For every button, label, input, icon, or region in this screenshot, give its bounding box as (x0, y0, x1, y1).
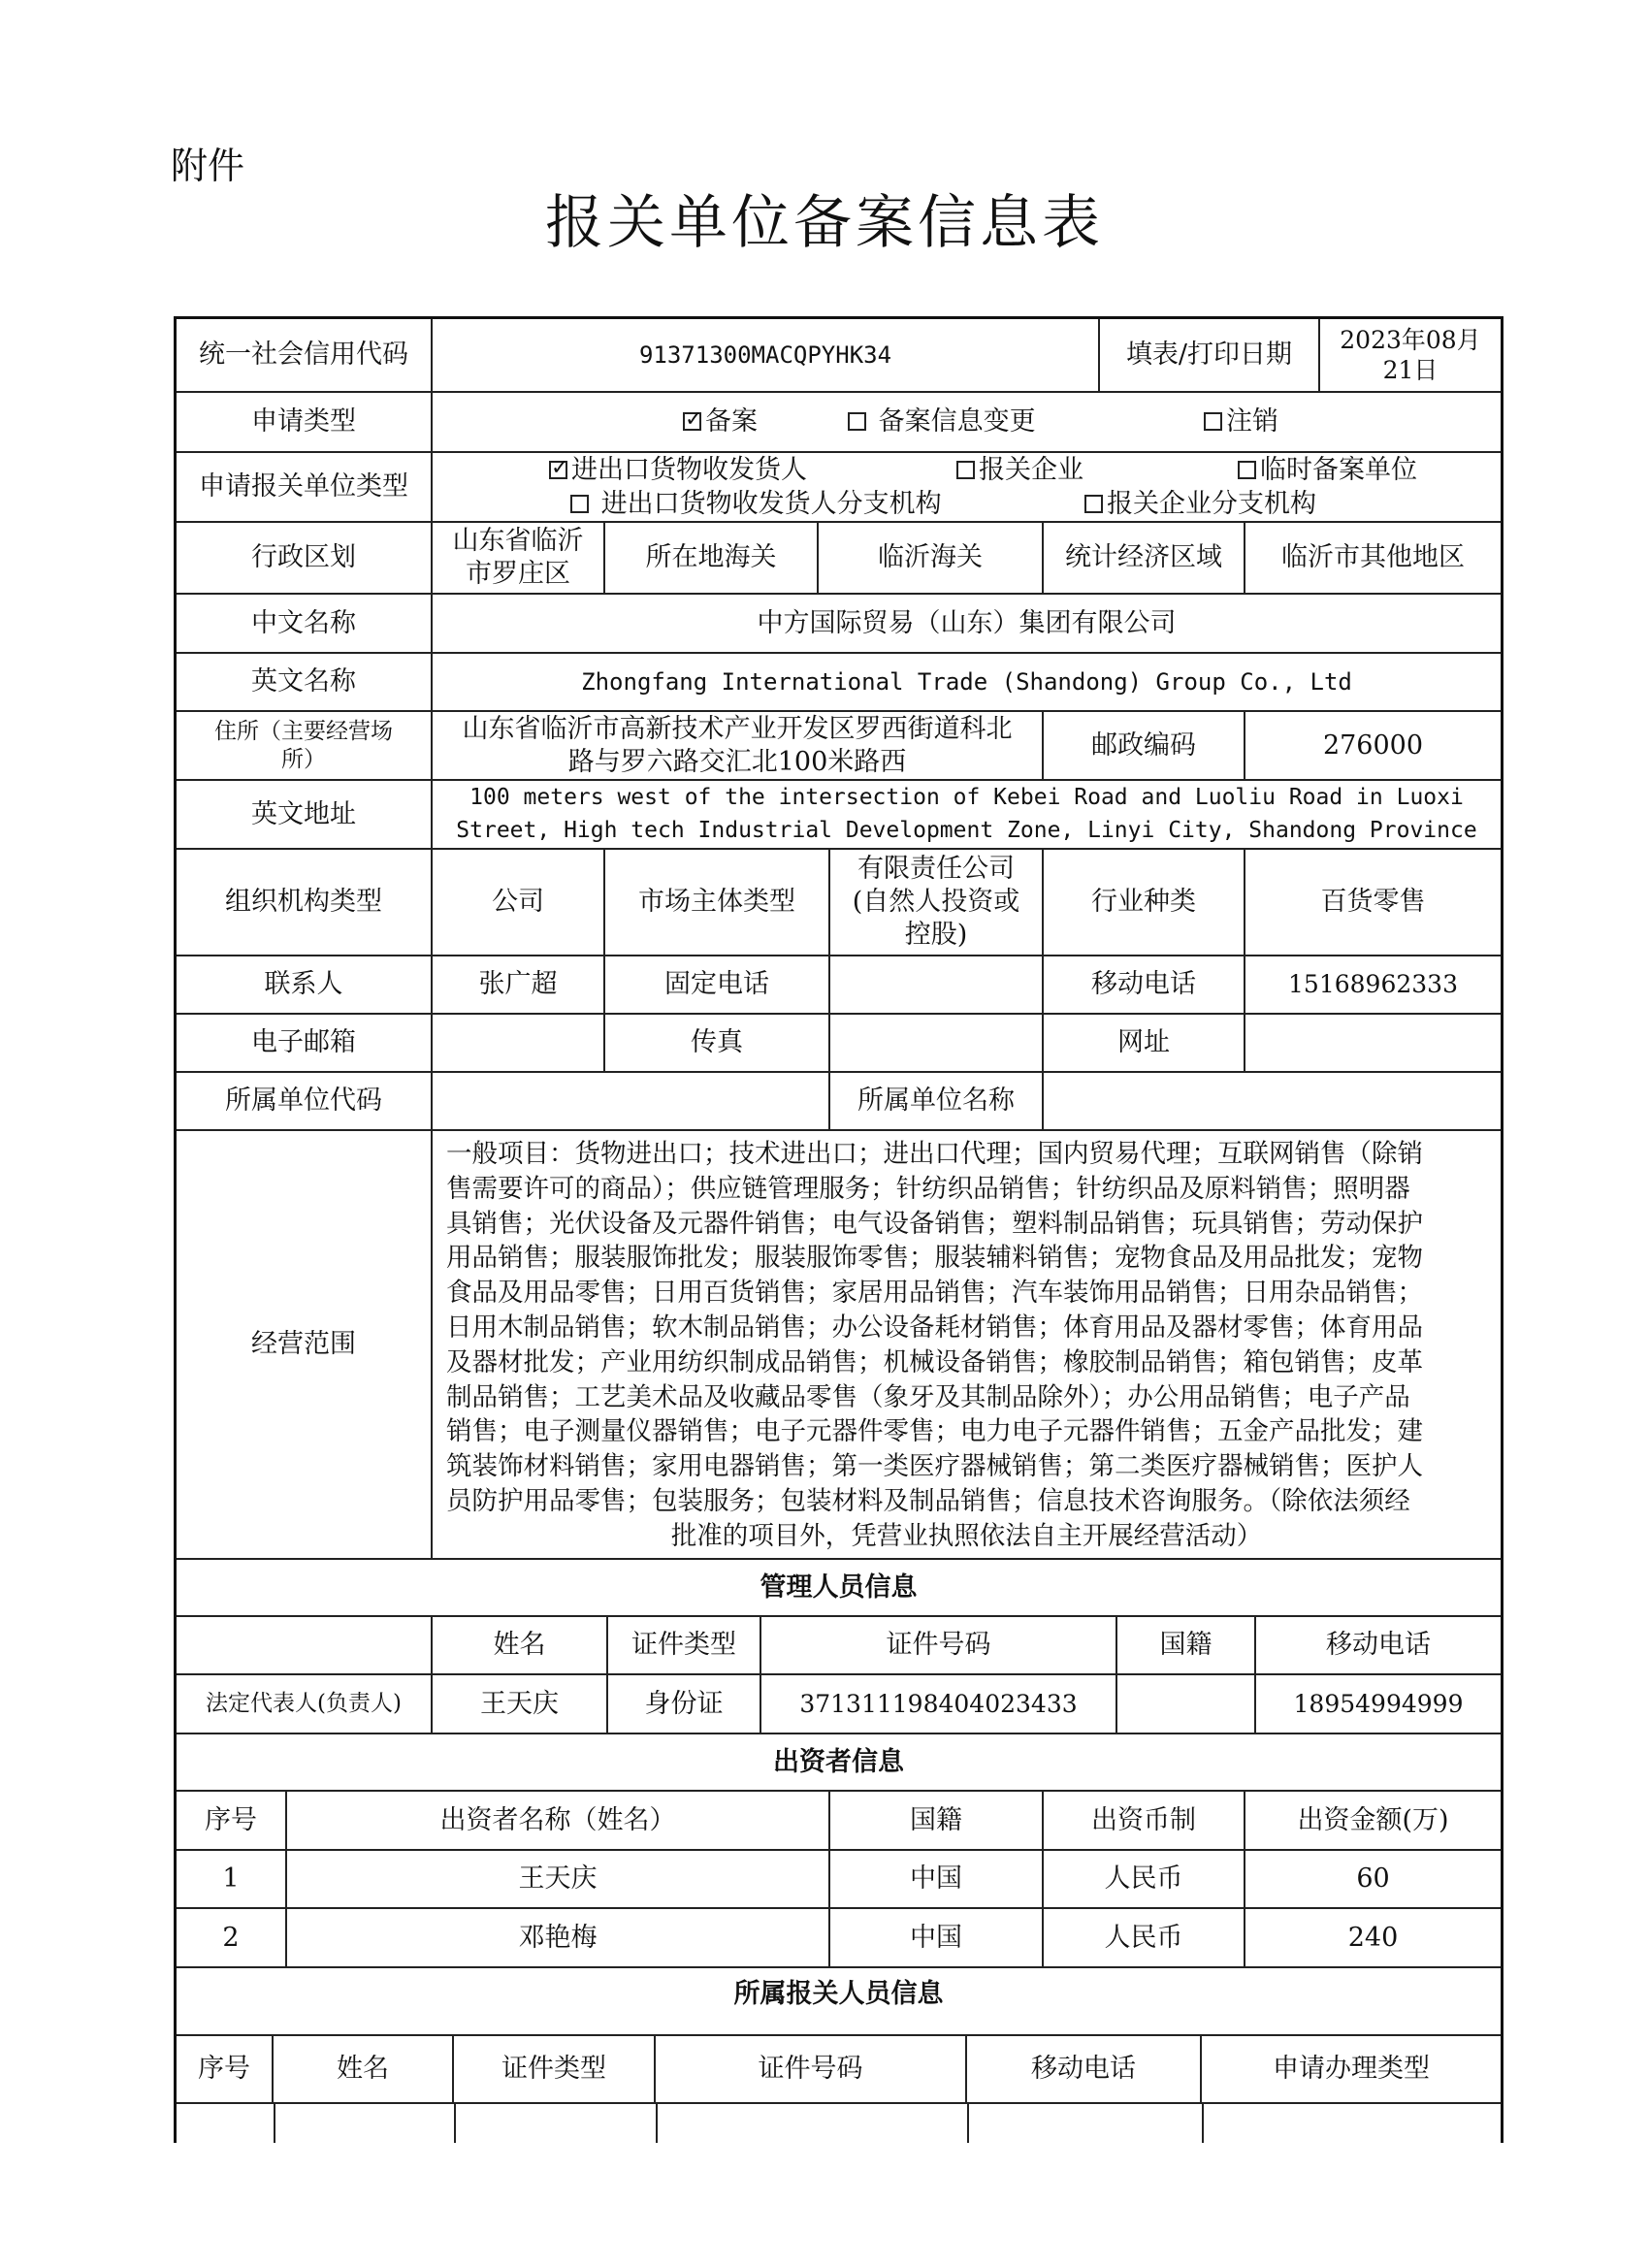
investor-row (177, 1909, 1501, 1968)
investor-header-cell: 出资金额(万) (1297, 1804, 1449, 1835)
apply-type-option-cancel (1204, 405, 1278, 438)
parent-name-value (1044, 1073, 1501, 1129)
broker-header-cell: 姓名 (274, 2036, 454, 2102)
market-type-label: 市场主体类型 (605, 850, 830, 955)
mgmt-section-row (177, 1560, 1501, 1617)
mgmt-header-cell: 移动电话 (1326, 1630, 1431, 1661)
page-title: 报关单位备案信息表 (545, 189, 1104, 257)
parent-code-label: 所属单位代码 (177, 1073, 433, 1129)
address-label-line-2: 所） (281, 746, 326, 772)
broker-header-cell: 证件号码 (656, 2036, 967, 2102)
mgmt-cell: 18954994999 (1293, 1689, 1464, 1718)
investor-cell: 240 (1347, 1922, 1399, 1953)
cn-name-value: 中方国际贸易（山东）集团有限公司 (757, 607, 1177, 638)
email-value (433, 1015, 605, 1071)
broker-section-row (177, 1968, 1501, 2036)
credit-code-label: 统一社会信用代码 (177, 319, 433, 391)
investor-section-row (177, 1734, 1501, 1792)
investor-header-cell: 序号 (177, 1792, 287, 1849)
unit-type-option-broker-branch (1084, 488, 1316, 521)
region-value-line-1: 山东省临沂 (452, 526, 584, 557)
checked-box-icon (683, 412, 701, 431)
broker-header-row (177, 2036, 1501, 2104)
email-row (177, 1015, 1501, 1073)
scope-line: 售需要许可的商品）；供应链管理服务；针纺织品销售；针纺织品及原料销售；照明器 (446, 1173, 1410, 1204)
address-line-2: 路与罗六路交汇北100米路西 (567, 746, 907, 777)
investor-header-cell: 国籍 (830, 1792, 1044, 1849)
parent-unit-row (177, 1073, 1501, 1131)
scope-line: 用品销售；服装服饰批发；服装服饰零售；服装辅料销售；宠物食品及用品批发；宠物 (446, 1243, 1423, 1274)
contact-label: 联系人 (177, 956, 433, 1013)
industry-value: 百货零售 (1320, 887, 1426, 918)
column-divider (656, 2104, 658, 2143)
customs-label: 所在地海关 (605, 523, 819, 593)
print-date-value (1320, 319, 1501, 391)
phone-label: 固定电话 (605, 956, 830, 1013)
mgmt-header-cell: 证件类型 (608, 1617, 761, 1673)
investor-header-cell: 出资者名称（姓名） (287, 1792, 830, 1849)
broker-empty-row (177, 2104, 1501, 2143)
scope-line: 制品销售；工艺美术品及收藏品零售（象牙及其制品除外）；办公用品销售；电子产品 (446, 1381, 1410, 1412)
credit-code-value: 91371300MACQPYHK34 (433, 319, 1100, 391)
column-divider (967, 2104, 969, 2143)
en-address-line-1: 100 meters west of the intersection of Kebei Road and Luoliu Road in Luoxi (469, 785, 1464, 811)
unit-type-option-importer-branch (570, 488, 942, 521)
scope-line: 销售；电子测量仪器销售；电子元器件零售；电力电子元器件销售；五金产品批发；建 (446, 1416, 1423, 1447)
scope-line: 具销售；光伏设备及元器件销售；电气设备销售；塑料制品销售；玩具销售；劳动保护 (446, 1208, 1423, 1239)
broker-header-cell: 证件类型 (454, 2036, 656, 2102)
parent-code-value (433, 1073, 830, 1129)
mobile-label: 移动电话 (1044, 956, 1245, 1013)
unit-type-option-importer (549, 454, 807, 487)
checkbox-icon (848, 412, 866, 431)
parent-name-label: 所属单位名称 (830, 1073, 1044, 1129)
mgmt-header-cell (177, 1617, 433, 1673)
cn-name-row (177, 595, 1501, 654)
investor-cell: 60 (1356, 1863, 1390, 1895)
checkbox-icon (956, 461, 975, 479)
phone-value (830, 956, 1044, 1013)
investor-cell: 王天庆 (287, 1851, 830, 1907)
en-name-row (177, 654, 1501, 712)
broker-header-cell: 序号 (177, 2036, 274, 2102)
mgmt-header-cell: 姓名 (433, 1617, 608, 1673)
cn-name-label: 中文名称 (177, 595, 433, 652)
scope-line: 日用木制品销售；软木制品销售；办公设备耗材销售；体育用品及器材零售；体育用品 (446, 1312, 1423, 1343)
investor-cell: 人民币 (1044, 1909, 1245, 1966)
mgmt-data-row (177, 1675, 1501, 1734)
unit-type-options (433, 453, 1501, 521)
en-name-label: 英文名称 (177, 654, 433, 710)
scope-line: 及器材批发；产业用纺织制成品销售；机械设备销售；橡胶制品销售；箱包销售；皮革 (446, 1346, 1423, 1377)
apply-type-option-label: 备案 (705, 406, 758, 437)
investor-header-cell: 出资币制 (1044, 1792, 1245, 1849)
contact-value: 张广超 (433, 956, 605, 1013)
mgmt-header-cell: 证件号码 (761, 1617, 1117, 1673)
mobile-value: 15168962333 (1288, 970, 1458, 999)
investor-cell: 邓艳梅 (287, 1909, 830, 1966)
email-label: 电子邮箱 (177, 1015, 433, 1071)
en-address-row (177, 781, 1501, 850)
unit-type-option-label: 报关企业分支机构 (1107, 489, 1316, 519)
investor-cell: 1 (177, 1851, 287, 1907)
unit-type-option-label: 进出口货物收发货人分支机构 (593, 489, 942, 519)
broker-header-cell: 申请办理类型 (1273, 2054, 1430, 2085)
apply-type-option-label: 注销 (1226, 406, 1278, 437)
investor-cell: 人民币 (1044, 1851, 1245, 1907)
market-type-line-1: 有限责任公司 (857, 854, 1015, 885)
org-type-row (177, 850, 1501, 956)
region-row (177, 523, 1501, 595)
postcode-label: 邮政编码 (1044, 712, 1245, 779)
investor-cell: 中国 (830, 1851, 1044, 1907)
mgmt-header-row (177, 1617, 1501, 1675)
unit-type-option-label: 进出口货物收发货人 (571, 455, 807, 485)
print-date-line-2: 21日 (1382, 356, 1439, 384)
scope-line: 员防护用品零售；包装服务；包装材料及制品销售；信息技术咨询服务。（除依法须经 (446, 1485, 1410, 1516)
mgmt-cell: 王天庆 (433, 1675, 608, 1733)
unit-type-row (177, 453, 1501, 523)
broker-section-title: 所属报关人员信息 (733, 1979, 944, 2009)
scope-label: 经营范围 (177, 1131, 433, 1558)
investor-row (177, 1851, 1501, 1909)
apply-type-option-change (848, 405, 1036, 438)
mgmt-cell (1117, 1675, 1256, 1733)
unit-type-label: 申请报关单位类型 (177, 453, 433, 521)
unit-type-option-label: 临时备案单位 (1260, 455, 1417, 485)
mgmt-cell: 身份证 (608, 1675, 761, 1733)
address-row (177, 712, 1501, 781)
address-label-line-1: 住所（主要经营场 (214, 718, 393, 744)
contact-row (177, 956, 1501, 1015)
apply-type-option-filing (683, 405, 758, 438)
apply-type-option-label: 备案信息变更 (870, 406, 1036, 437)
industry-label: 行业种类 (1044, 850, 1245, 955)
market-type-line-2: (自然人投资或 (852, 887, 1020, 918)
en-name-value: Zhongfang International Trade (Shandong) Group Co., Ltd (581, 668, 1352, 696)
org-type-label: 组织机构类型 (177, 850, 433, 955)
checkbox-icon (1204, 412, 1222, 431)
checkbox-icon (570, 495, 589, 513)
region-label: 行政区划 (177, 523, 433, 593)
investor-section-title: 出资者信息 (773, 1746, 904, 1777)
market-type-line-3: 控股) (904, 919, 968, 950)
mgmt-section-title: 管理人员信息 (760, 1571, 918, 1603)
registration-form (174, 316, 1504, 2143)
print-date-label: 填表/打印日期 (1100, 319, 1320, 391)
scope-line: 筑装饰材料销售；家用电器销售；第一类医疗器械销售；第二类医疗器械销售；医护人 (446, 1451, 1423, 1482)
postcode-value: 276000 (1322, 729, 1424, 761)
checkbox-icon (1238, 461, 1256, 479)
website-value (1245, 1015, 1501, 1071)
mgmt-cell: 371311198404023433 (761, 1675, 1117, 1733)
customs-value: 临沂海关 (819, 523, 1044, 593)
website-label: 网址 (1044, 1015, 1245, 1071)
scope-line: 食品及用品零售；日用百货销售；家居用品销售；汽车装饰用品销售；日用杂品销售； (446, 1278, 1423, 1309)
attachment-label: 附件 (171, 145, 245, 187)
checked-box-icon (549, 461, 567, 479)
org-type-value: 公司 (433, 850, 605, 955)
market-type-value (830, 850, 1044, 955)
apply-type-row (177, 393, 1501, 453)
credit-code-row (177, 319, 1501, 393)
econ-zone-label: 统计经济区域 (1044, 523, 1245, 593)
region-value-line-2: 市罗庄区 (466, 559, 570, 589)
scope-value (433, 1131, 1501, 1558)
unit-type-option-broker (956, 454, 1083, 487)
investor-cell: 2 (177, 1909, 287, 1966)
apply-type-options (433, 393, 1501, 451)
en-address-value (433, 781, 1501, 848)
investor-header-row (177, 1792, 1501, 1851)
unit-type-option-label: 报关企业 (979, 455, 1083, 485)
address-line-1: 山东省临沂市高新技术产业开发区罗西街道科北 (462, 713, 1013, 744)
mgmt-header-cell: 国籍 (1117, 1617, 1256, 1673)
column-divider (454, 2104, 456, 2143)
business-scope-row (177, 1131, 1501, 1560)
econ-zone-value: 临沂市其他地区 (1281, 542, 1465, 573)
scope-line: 批准的项目外，凭营业执照依法自主开展经营活动） (670, 1520, 1263, 1551)
mgmt-cell: 法定代表人(负责人) (177, 1675, 433, 1733)
fax-label: 传真 (605, 1015, 830, 1071)
scope-line: 一般项目：货物进出口；技术进出口；进出口代理；国内贸易代理；互联网销售（除销 (446, 1139, 1423, 1169)
address-label (177, 712, 433, 779)
broker-header-cell: 移动电话 (967, 2036, 1202, 2102)
column-divider (1202, 2104, 1204, 2143)
address-value (433, 712, 1044, 779)
apply-type-label: 申请类型 (177, 393, 433, 451)
checkbox-icon (1084, 495, 1103, 513)
en-address-line-2: Street, High tech Industrial Development Zone, Linyi City, Shandong Province (456, 817, 1477, 843)
region-value (433, 523, 605, 593)
investor-cell: 中国 (830, 1909, 1044, 1966)
fax-value (830, 1015, 1044, 1071)
unit-type-option-temporary (1238, 454, 1417, 487)
print-date-line-1: 2023年08月 (1340, 325, 1481, 354)
en-address-label: 英文地址 (177, 781, 433, 848)
column-divider (274, 2104, 275, 2143)
